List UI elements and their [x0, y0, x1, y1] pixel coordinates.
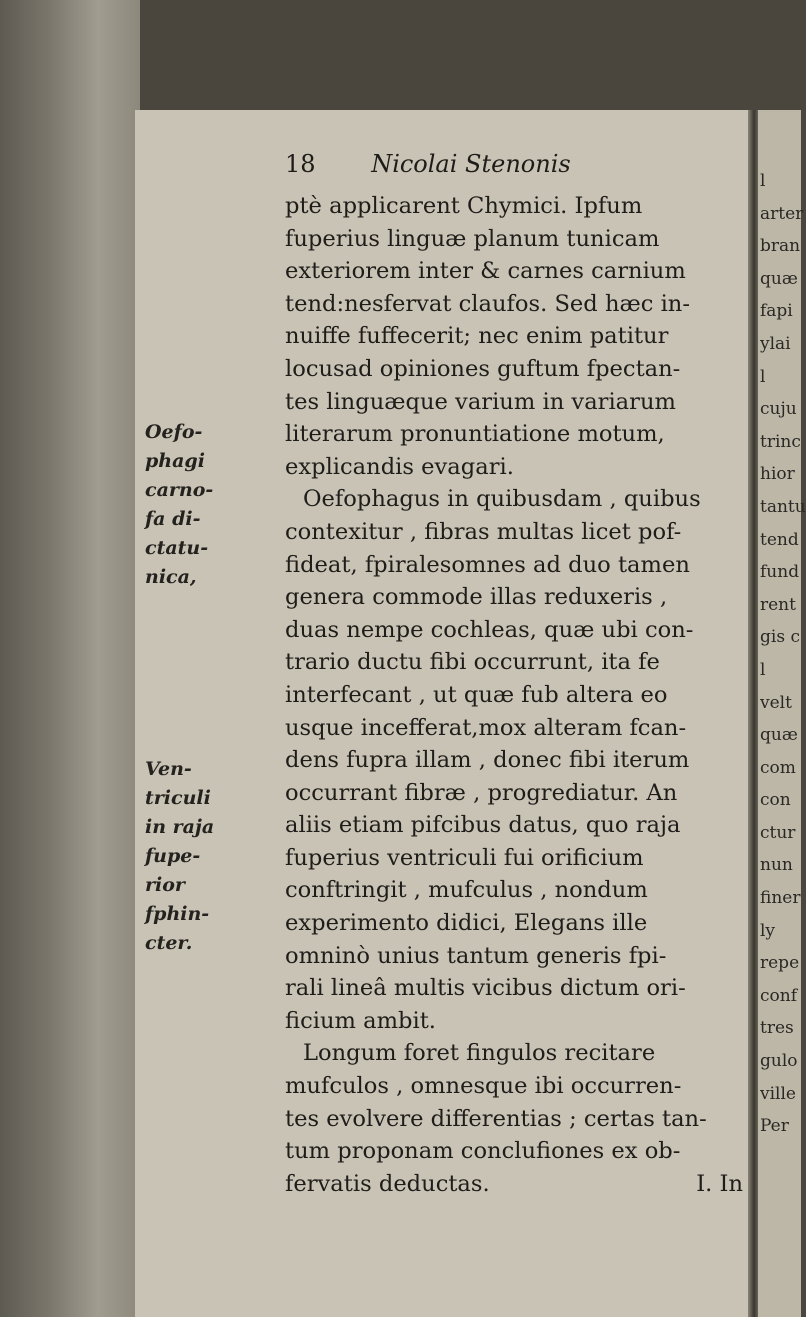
margin-note-line: fphin-	[145, 903, 210, 925]
text-line: contexitur , fibras multas licet pof-	[285, 518, 682, 545]
text-line: nuiffe fuffecerit; nec enim patitur	[285, 323, 669, 350]
catchword: I. In	[696, 1170, 743, 1197]
text-line: locusad opiniones guftum fpectan-	[285, 355, 681, 382]
margin-note-line: Oefo-	[145, 421, 203, 443]
margin-note-line: cter.	[145, 932, 193, 954]
facing-page-fragment: trinc	[760, 431, 801, 452]
text-line: tes evolvere differentias ; certas tan-	[285, 1105, 707, 1132]
text-line: tum proponam conclufiones ex ob-	[285, 1138, 681, 1165]
facing-page-fragment: ylai	[760, 333, 791, 354]
facing-page-fragment: l	[760, 659, 766, 680]
margin-note-ventriculi	[145, 755, 214, 958]
facing-page-fragment: ly	[760, 920, 776, 941]
text-line: trario ductu fibi occurrunt, ita fe	[285, 649, 660, 676]
facing-page-fragment: hior	[760, 464, 795, 485]
margin-note-line: triculi	[145, 787, 211, 809]
text-line: tes linguæque varium in variarum	[285, 388, 676, 415]
facing-page-fragment: tend	[760, 529, 799, 550]
margin-note-line: fupe-	[145, 845, 201, 867]
facing-page-fragment: rent	[760, 594, 796, 615]
facing-page-fragment: con	[760, 790, 791, 811]
facing-page-fragment: l	[760, 171, 766, 191]
text-line: usque incefferat,mox alteram fcan-	[285, 714, 687, 741]
text-line: tend:nesfervat claufos. Sed hæc in-	[285, 290, 690, 317]
facing-page-fragment: arter	[760, 203, 804, 224]
text-line: literarum pronuntiatione motum,	[285, 421, 665, 448]
facing-page-fragment: com	[760, 757, 796, 778]
book-spine	[0, 0, 140, 1317]
margin-note-line: rior	[145, 874, 185, 896]
facing-page-fragment: fund	[760, 562, 800, 583]
text-line: conftringit , mufculus , nondum	[285, 877, 648, 904]
text-line: duas nempe cochleas, quæ ubi con-	[285, 616, 694, 643]
text-line: explicandis evagari.	[285, 453, 514, 480]
facing-page-fragment: quæ	[760, 725, 798, 746]
facing-page-fragment: nun	[760, 855, 793, 876]
facing-page-fragment: bran	[760, 236, 801, 257]
facing-page-fragment: tantu	[760, 496, 806, 517]
facing-page-fragment: ville	[760, 1083, 796, 1104]
text-line: ficium ambit.	[285, 1007, 436, 1034]
margin-note-line: fa di-	[145, 508, 201, 530]
text-line: exteriorem inter & carnes carnium	[285, 258, 686, 285]
facing-page-fragment: velt	[760, 692, 792, 713]
text-line: fervatis deductas.	[285, 1170, 490, 1197]
facing-page-fragment: gulo	[760, 1051, 798, 1072]
facing-page-fragment: repe	[760, 953, 800, 974]
text-line: genera commode illas reduxeris ,	[285, 584, 668, 611]
margin-note-line: Ven-	[145, 758, 192, 780]
facing-page-fragment: conf	[760, 985, 797, 1006]
text-line: occurrant fibræ , progrediatur. An	[285, 779, 678, 806]
facing-page-fragment: quæ	[760, 268, 798, 289]
last-text-line	[285, 1168, 743, 1201]
margin-note-line: in raja	[145, 816, 215, 838]
text-line: dens fupra illam , donec fibi iterum	[285, 747, 690, 774]
facing-page-fragment: cuju	[760, 399, 797, 420]
text-line: fuperius linguæ planum tunicam	[285, 225, 660, 252]
margin-note-line: ctatu-	[145, 537, 209, 559]
facing-page-fragment: l	[760, 366, 766, 387]
text-line: ptè applicarent Chymici. Ipfum	[285, 193, 643, 219]
text-line: experimento didici, Elegans ille	[285, 910, 648, 937]
text-line: interfecant , ut quæ fub altera eo	[285, 681, 668, 708]
page-number: 18	[285, 150, 316, 178]
text-line: mufculos , omnesque ibi occurren-	[285, 1073, 682, 1100]
text-line: omninò unius tantum generis fpi-	[285, 942, 667, 969]
text-line: fuperius ventriculi fui orificium	[285, 844, 644, 871]
facing-page-edge	[758, 110, 806, 1317]
text-line: fideat, fpiralesomnes ad duo tamen	[285, 551, 690, 578]
running-head	[285, 150, 571, 178]
body-text	[285, 190, 743, 1200]
margin-note-line: nica,	[145, 566, 197, 588]
facing-page-fragment: fapi	[760, 301, 793, 322]
margin-note-line: carno-	[145, 479, 214, 501]
facing-page-fragment: Per	[760, 1116, 789, 1137]
facing-page-fragment: finer	[760, 888, 801, 909]
text-line: aliis etiam pifcibus datus, quo raja	[285, 812, 681, 839]
facing-page-fragment: tres	[760, 1018, 794, 1039]
text-line: Oefophagus in quibusdam , quibus	[303, 486, 701, 513]
text-line: rali lineâ multis vicibus dictum ori-	[285, 975, 686, 1002]
margin-note-oesophagus	[145, 418, 213, 592]
author-title: Nicolai Stenonis	[371, 150, 571, 178]
text-line: Longum foret fingulos recitare	[303, 1040, 656, 1067]
facing-page-fragment: ctur	[760, 822, 796, 843]
facing-page-fragment: gis c	[760, 627, 800, 648]
margin-note-line: phagi	[145, 450, 205, 472]
